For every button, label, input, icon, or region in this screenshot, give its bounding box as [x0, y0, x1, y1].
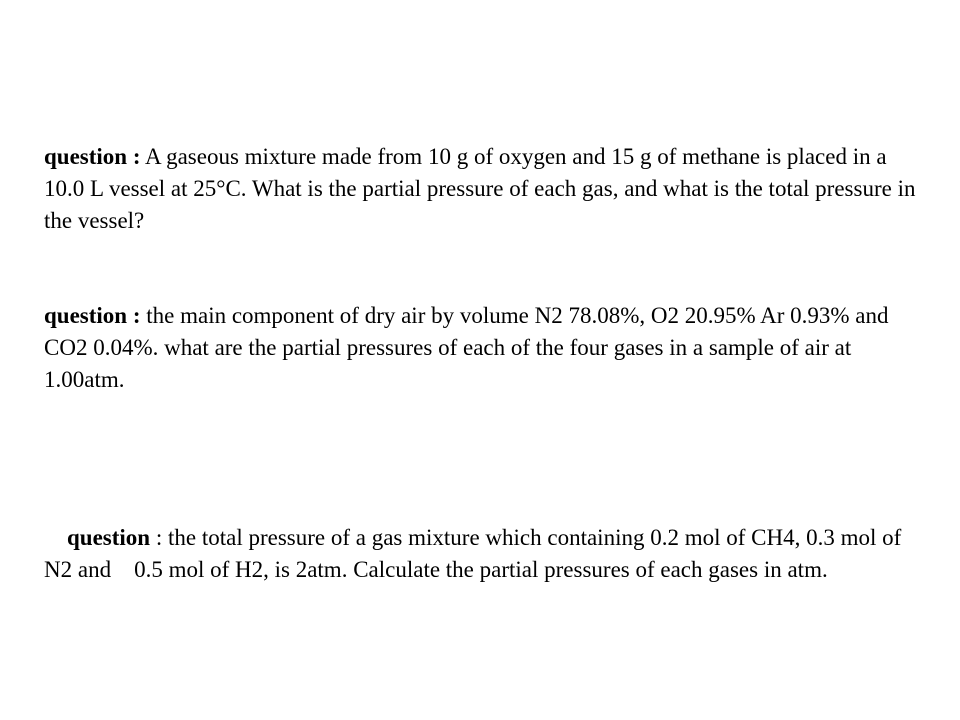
question-3-text: : the total pressure of a gas mixture which containing 0.2 mol of CH4, 0.3 mol of N2 and 0.5 mol of H2, is 2atm. Calculate the partial pressures of each gases in atm.	[44, 525, 908, 582]
question-1-label: question :	[44, 144, 141, 169]
question-1	[44, 141, 924, 237]
question-1-text: A gaseous mixture made from 10 g of oxygen and 15 g of methane is placed in a 10.0 L vessel at 25°C. What is the partial pressure of each gas, and what is the total pressure in the vessel?	[44, 144, 916, 233]
question-2-label: question :	[44, 303, 141, 328]
question-3	[44, 490, 924, 618]
question-3-label: question	[67, 525, 151, 550]
question-2	[44, 300, 924, 396]
question-2-text: the main component of dry air by volume N2 78.08%, O2 20.95% Ar 0.93% and CO2 0.04%. what are the partial pressures of each of the four gases in a sample of air at 1.00atm.	[44, 303, 889, 392]
